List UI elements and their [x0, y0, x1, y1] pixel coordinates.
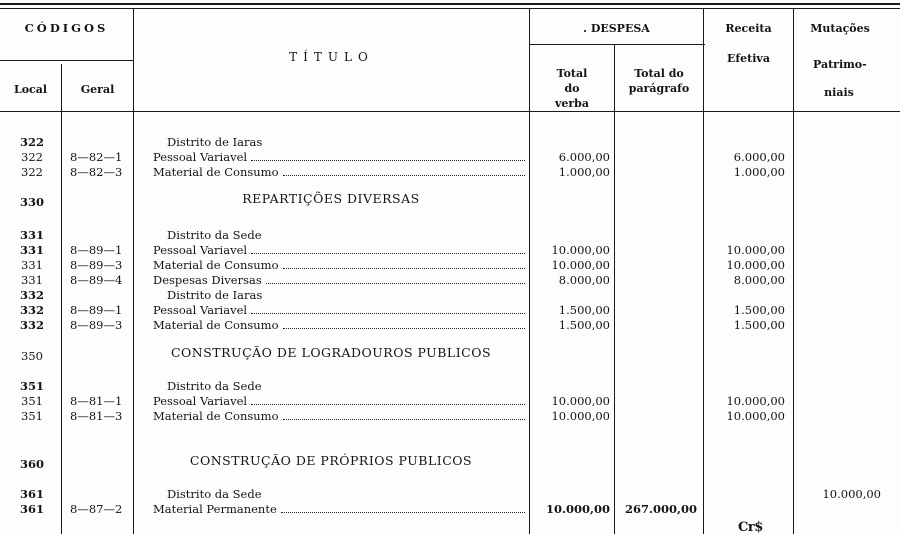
row-geral-code: 8—87—2 — [70, 502, 123, 516]
row-local-code: 360 — [19, 457, 44, 471]
header-codigos: CÓDIGOS — [24, 21, 109, 35]
row-title-label: Pessoal Variavel — [153, 150, 248, 164]
top-rule-thin — [0, 8, 900, 9]
row-receita-efetiva: 1.500,00 — [733, 318, 785, 332]
row-geral-code: 8—81—3 — [70, 409, 123, 423]
col-rule-despesa — [703, 8, 704, 534]
row-total-verba: 10.000,00 — [551, 243, 610, 257]
header-titulo: TÍTULO — [289, 50, 374, 64]
row-total-verba: 1.500,00 — [558, 318, 610, 332]
row-local-code: 331 — [19, 243, 44, 257]
row-local-code: 322 — [21, 165, 43, 179]
row-title-label: Material de Consumo — [153, 258, 279, 272]
dot-leader — [251, 160, 525, 161]
row-title — [153, 274, 525, 287]
row-section-heading: CONSTRUÇÃO DE LOGRADOUROS PUBLICOS — [170, 345, 492, 360]
row-geral-code: 8—89—1 — [70, 303, 123, 317]
row-title-label: Material Permanente — [153, 502, 277, 516]
row-receita-efetiva: 1.500,00 — [733, 303, 785, 317]
header-despesa: . DESPESA — [583, 22, 650, 35]
row-title-label: Pessoal Variavel — [153, 303, 248, 317]
row-title-label: Despesas Diversas — [153, 273, 262, 287]
dot-leader — [281, 512, 525, 513]
row-total-verba: 8.000,00 — [558, 273, 610, 287]
row-total-verba: 10.000,00 — [545, 502, 610, 516]
row-title — [153, 151, 525, 164]
row-group-title: Distrito da Sede — [167, 379, 262, 393]
row-local-code: 351 — [21, 409, 43, 423]
row-receita-efetiva: 10.000,00 — [726, 243, 785, 257]
row-local-code: 330 — [19, 195, 44, 209]
row-title-label: Material de Consumo — [153, 409, 279, 423]
row-group-title: Distrito da Sede — [167, 228, 262, 242]
col-rule-codigos — [133, 8, 134, 534]
row-group-title: Distrito da Sede — [167, 487, 262, 501]
row-receita-efetiva: 10.000,00 — [726, 258, 785, 272]
row-group-title: Distrito de Iaras — [167, 288, 263, 302]
row-total-paragrafo: 267.000,00 — [624, 502, 697, 516]
despesa-underline — [530, 44, 705, 45]
row-title — [153, 259, 525, 272]
row-title-label: Material de Consumo — [153, 318, 279, 332]
row-section-heading: REPARTIÇÕES DIVERSAS — [242, 191, 420, 206]
dot-leader — [283, 328, 525, 329]
header-patrimoniais: Patrimo- niais — [813, 58, 867, 99]
row-title-label: Material de Consumo — [153, 165, 279, 179]
row-geral-code: 8—89—3 — [70, 318, 123, 332]
row-total-verba: 6.000,00 — [558, 150, 610, 164]
codigos-underline — [0, 60, 133, 61]
col-rule-receita — [793, 8, 794, 534]
row-receita-efetiva: 10.000,00 — [726, 394, 785, 408]
row-local-code: 361 — [19, 487, 44, 501]
row-section-heading: CONSTRUÇÃO DE PRÓPRIOS PUBLICOS — [189, 453, 473, 468]
header-receita: Receita — [725, 22, 772, 35]
row-local-code: 322 — [21, 150, 43, 164]
row-geral-code: 8—81—1 — [70, 394, 123, 408]
row-title-label: Pessoal Variavel — [153, 243, 248, 257]
row-total-verba: 10.000,00 — [551, 394, 610, 408]
row-geral-code: 8—89—1 — [70, 243, 123, 257]
row-title — [153, 319, 525, 332]
row-total-verba: 1.500,00 — [558, 303, 610, 317]
header-efetiva: Efetiva — [727, 52, 770, 65]
dot-leader — [251, 253, 525, 254]
row-geral-code: 8—89—4 — [70, 273, 123, 287]
row-title-label: Pessoal Variavel — [153, 394, 248, 408]
dot-leader — [251, 404, 525, 405]
dot-leader — [251, 313, 525, 314]
row-receita-efetiva: 8.000,00 — [733, 273, 785, 287]
row-title — [153, 304, 525, 317]
header-total-verba: Total do verba — [554, 67, 589, 110]
row-local-code: 350 — [21, 349, 43, 363]
row-group-title: Distrito de Iaras — [167, 135, 263, 149]
row-local-code: 351 — [19, 379, 44, 393]
header-bottom-rule — [0, 111, 900, 112]
row-total-verba: 10.000,00 — [551, 258, 610, 272]
row-total-verba: 1.000,00 — [558, 165, 610, 179]
row-local-code: 332 — [19, 288, 44, 302]
row-receita-efetiva: 1.000,00 — [733, 165, 785, 179]
dot-leader — [266, 283, 525, 284]
col-rule-verba — [614, 44, 615, 534]
row-total-verba: 10.000,00 — [551, 409, 610, 423]
row-geral-code: 8—82—3 — [70, 165, 123, 179]
row-local-code: 331 — [21, 258, 43, 272]
header-local: Local — [13, 83, 48, 96]
row-local-code: 332 — [19, 318, 44, 332]
dot-leader — [283, 175, 525, 176]
header-geral: Geral — [80, 83, 115, 96]
row-local-code: 361 — [19, 502, 44, 516]
row-local-code: 331 — [21, 273, 43, 287]
header-total-paragrafo: Total do parágrafo — [628, 67, 690, 95]
row-title — [153, 244, 525, 257]
dot-leader — [283, 268, 525, 269]
row-geral-code: 8—89—3 — [70, 258, 123, 272]
row-local-code: 331 — [19, 228, 44, 242]
top-rule — [0, 3, 900, 5]
row-local-code: 351 — [21, 394, 43, 408]
row-local-code: 332 — [19, 303, 44, 317]
row-title — [153, 166, 525, 179]
row-receita-efetiva: 10.000,00 — [726, 409, 785, 423]
row-receita-efetiva: 6.000,00 — [733, 150, 785, 164]
row-title — [153, 395, 525, 408]
row-title — [153, 410, 525, 423]
row-local-code: 322 — [19, 135, 44, 149]
row-geral-code: 8—82—1 — [70, 150, 123, 164]
row-mutacoes: 10.000,00 — [822, 487, 881, 501]
row-title — [153, 503, 525, 516]
currency-stamp: Cr$ — [738, 520, 763, 535]
header-mutacoes: Mutações — [810, 22, 870, 35]
col-rule-local — [61, 64, 62, 534]
dot-leader — [283, 419, 525, 420]
